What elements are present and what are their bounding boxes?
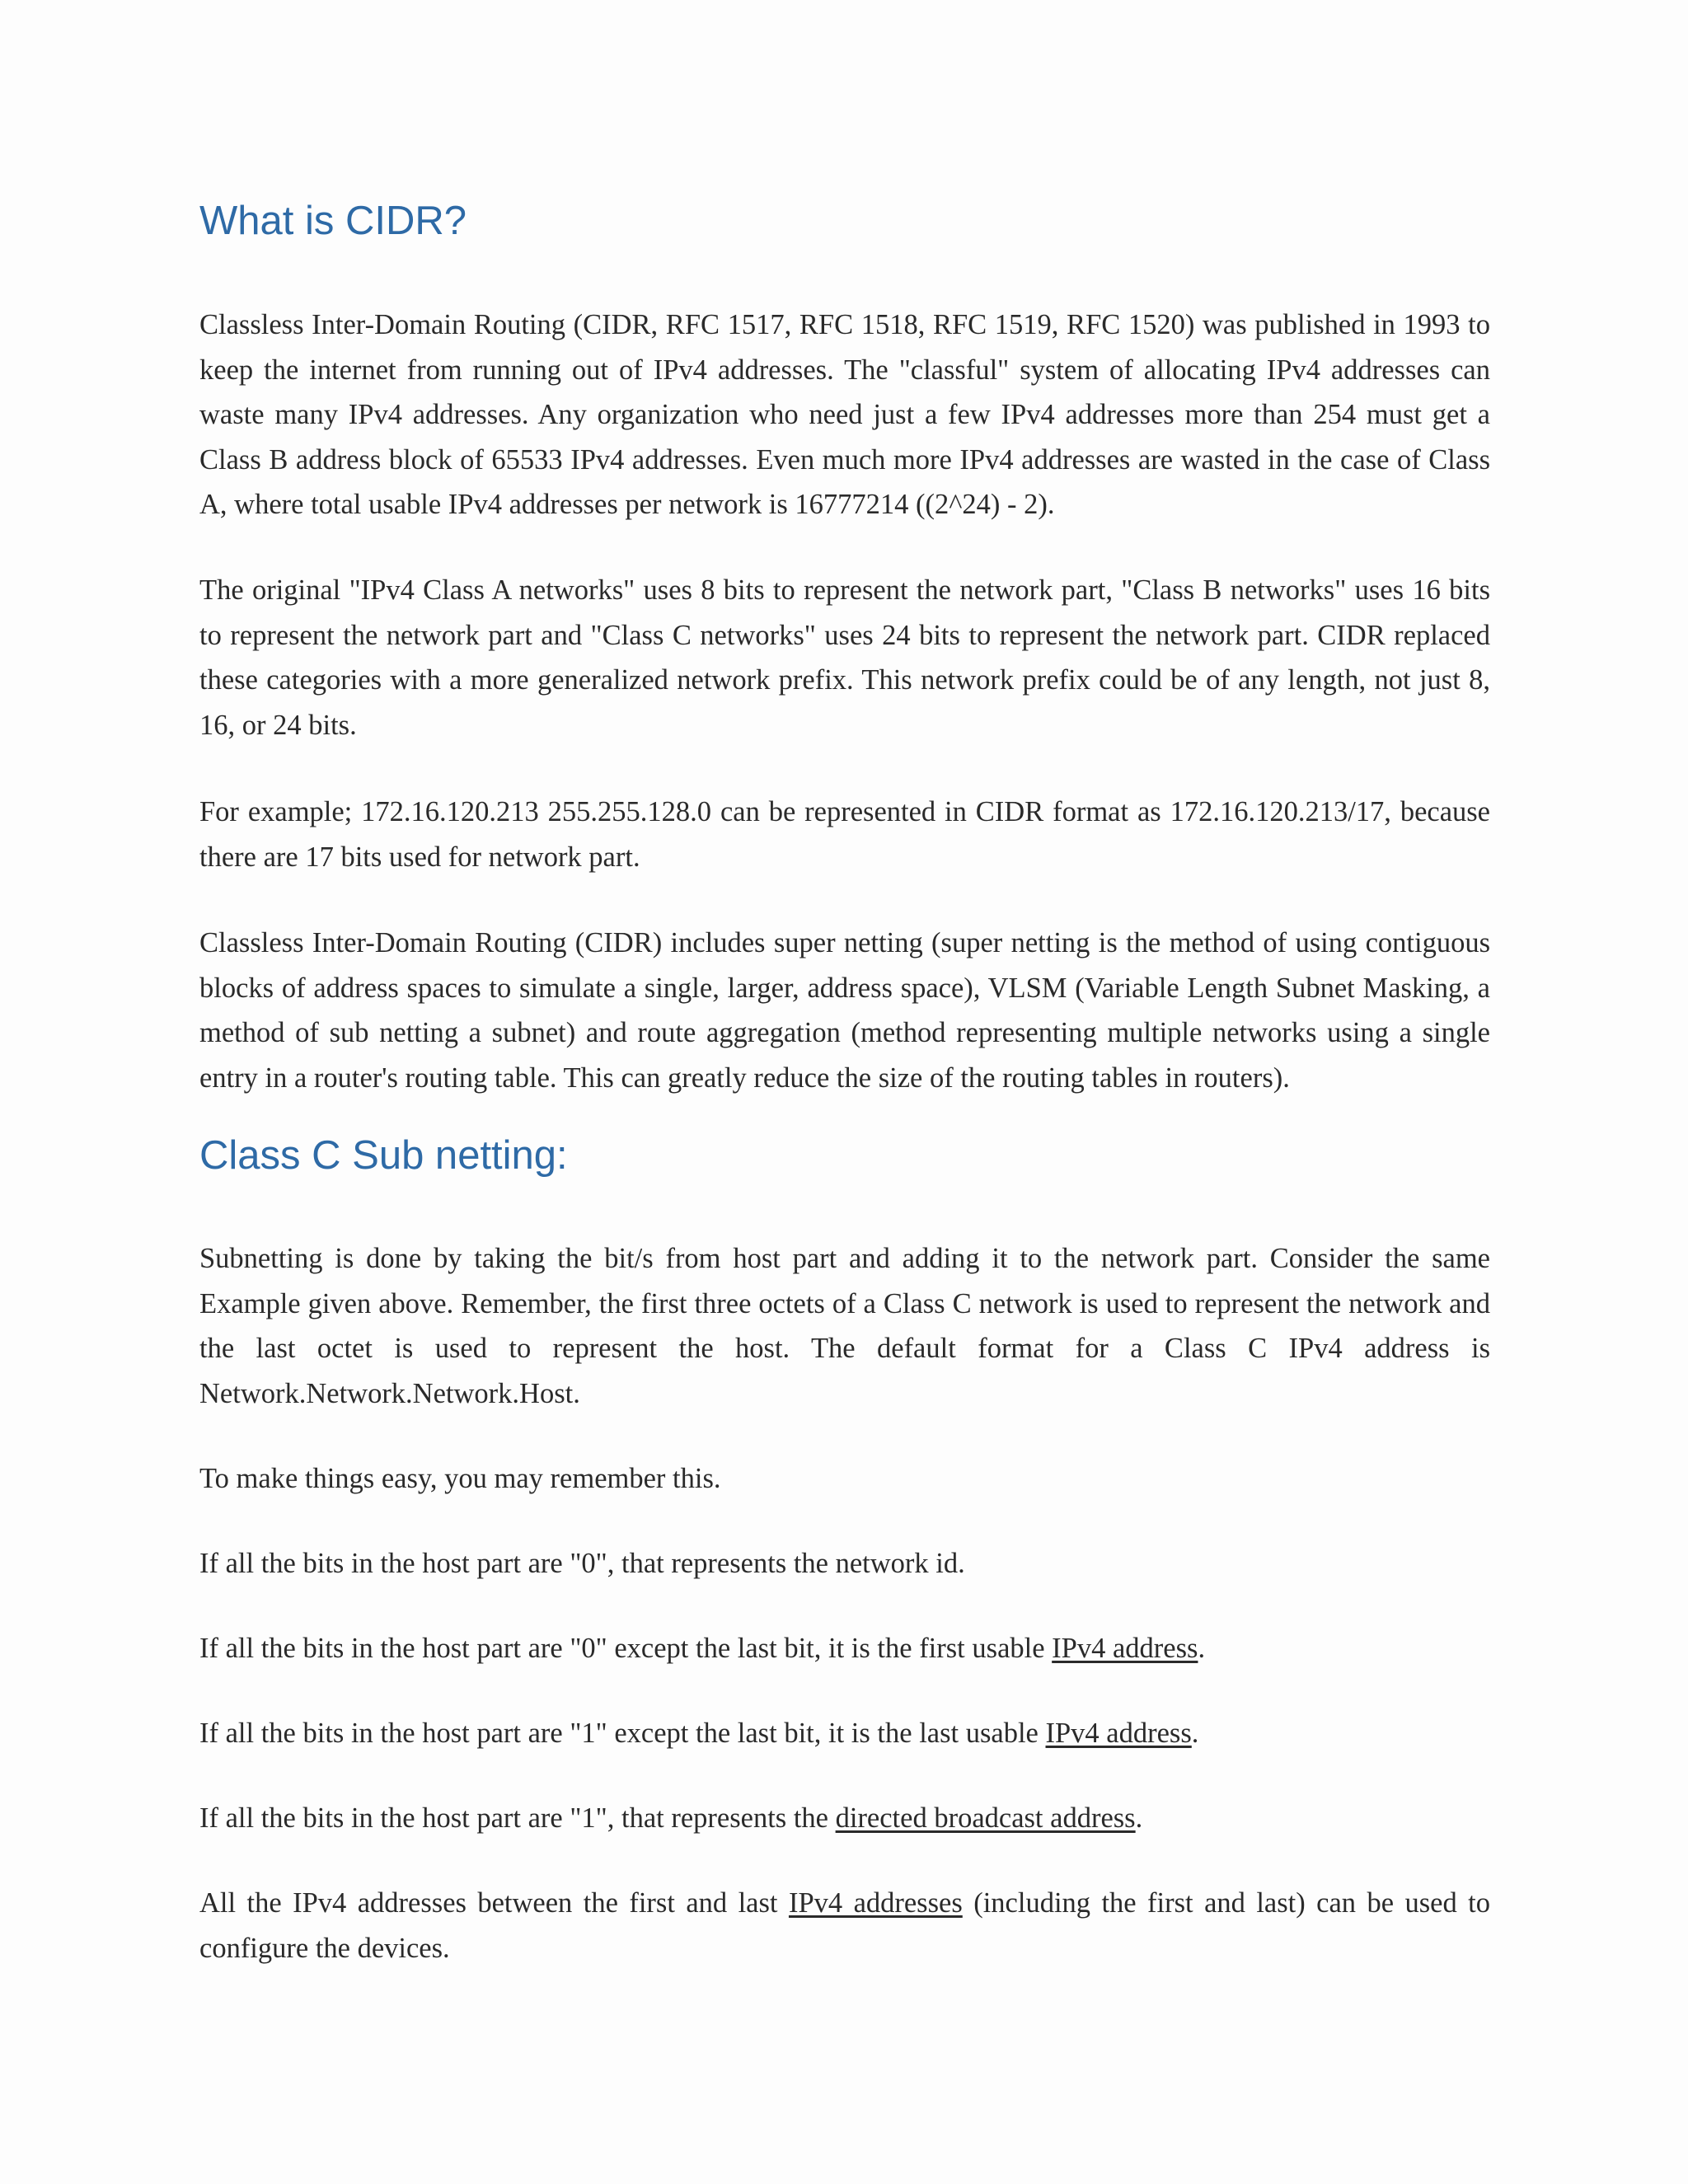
paragraph-usable-range-rule <box>199 1881 1490 1971</box>
heading-what-is-cidr: What is CIDR? <box>199 199 467 243</box>
rule-text-end: . <box>1198 1633 1206 1664</box>
ipv4-addresses-link[interactable]: IPv4 addresses <box>788 1887 963 1919</box>
rule-text: If all the bits in the host part are "0" except the last bit, it is the first usable <box>199 1633 1053 1664</box>
paragraph-cidr-intro: Classless Inter-Domain Routing (CIDR, RFC 1517, RFC 1518, RFC 1519, RFC 1520) was published in 1993 to keep the internet from running out of IPv4 addresses. The "classful" system of allocating IPv4 addresses can waste many IPv4 addresses. Any organization who need just a few IPv4 addresses more than 254 must get a Class B address block of 65533 IPv4 addresses. Even much more IPv4 addresses are wasted in the case of Class A, where total usable IPv4 addresses per network is 16777214 ((2^24) - 2). <box>199 309 1490 520</box>
paragraph-classful-networks: The original "IPv4 Class A networks" uses 8 bits to represent the network part, "Class B networks" uses 16 bits to represent the network part and "Class C networks" uses 24 bits to represent the network part. CIDR replaced these categories with a more generalized network prefix. This network prefix could be of any length, not just 8, 16, or 24 bits. <box>199 574 1490 741</box>
paragraph-first-usable-rule <box>199 1626 1490 1671</box>
rule-text-end: . <box>1135 1802 1143 1834</box>
directed-broadcast-address-link[interactable]: directed broadcast address <box>835 1802 1136 1834</box>
paragraph-cidr-example: For example; 172.16.120.213 255.255.128.0 can be represented in CIDR format as 172.16.120.213/17, because there are 17 bits used for network part. <box>199 796 1490 873</box>
rule-text: If all the bits in the host part are "1" except the last bit, it is the last usable <box>199 1718 1046 1749</box>
rule-text-end: (including the first and last) can be used to configure the devices. <box>199 1887 1490 1964</box>
paragraph-network-id-rule: If all the bits in the host part are "0", that represents the network id. <box>199 1548 965 1579</box>
ipv4-address-link[interactable]: IPv4 address <box>1052 1633 1198 1664</box>
paragraph-subnetting-intro: Subnetting is done by taking the bit/s from host part and adding it to the network part. Consider the same Example given above. Remember, the first three octets of a Class C network is used to represent the network and the last octet is used to represent the host. The default format for a Class C IPv4 address is Network.Network.Network.Host. <box>199 1243 1490 1409</box>
ipv4-address-link[interactable]: IPv4 address <box>1045 1718 1192 1749</box>
paragraph-broadcast-rule <box>199 1796 1490 1841</box>
paragraph-last-usable-rule <box>199 1711 1490 1756</box>
paragraph-cidr-features: Classless Inter-Domain Routing (CIDR) includes super netting (super netting is the method of using contiguous blocks of address spaces to simulate a single, larger, address space), VLSM (Variable Length Subnet Masking, a method of sub netting a subnet) and route aggregation (method representing multiple networks using a single entry in a router's routing table. This can greatly reduce the size of the routing tables in routers). <box>199 927 1490 1094</box>
rule-text: If all the bits in the host part are "1", that represents the <box>199 1802 836 1834</box>
paragraph-remember-tip: To make things easy, you may remember this. <box>199 1463 721 1494</box>
rule-text-end: . <box>1191 1718 1199 1749</box>
rule-text: All the IPv4 addresses between the first and last <box>199 1887 789 1919</box>
heading-class-c-subnetting: Class C Sub netting: <box>199 1133 568 1178</box>
